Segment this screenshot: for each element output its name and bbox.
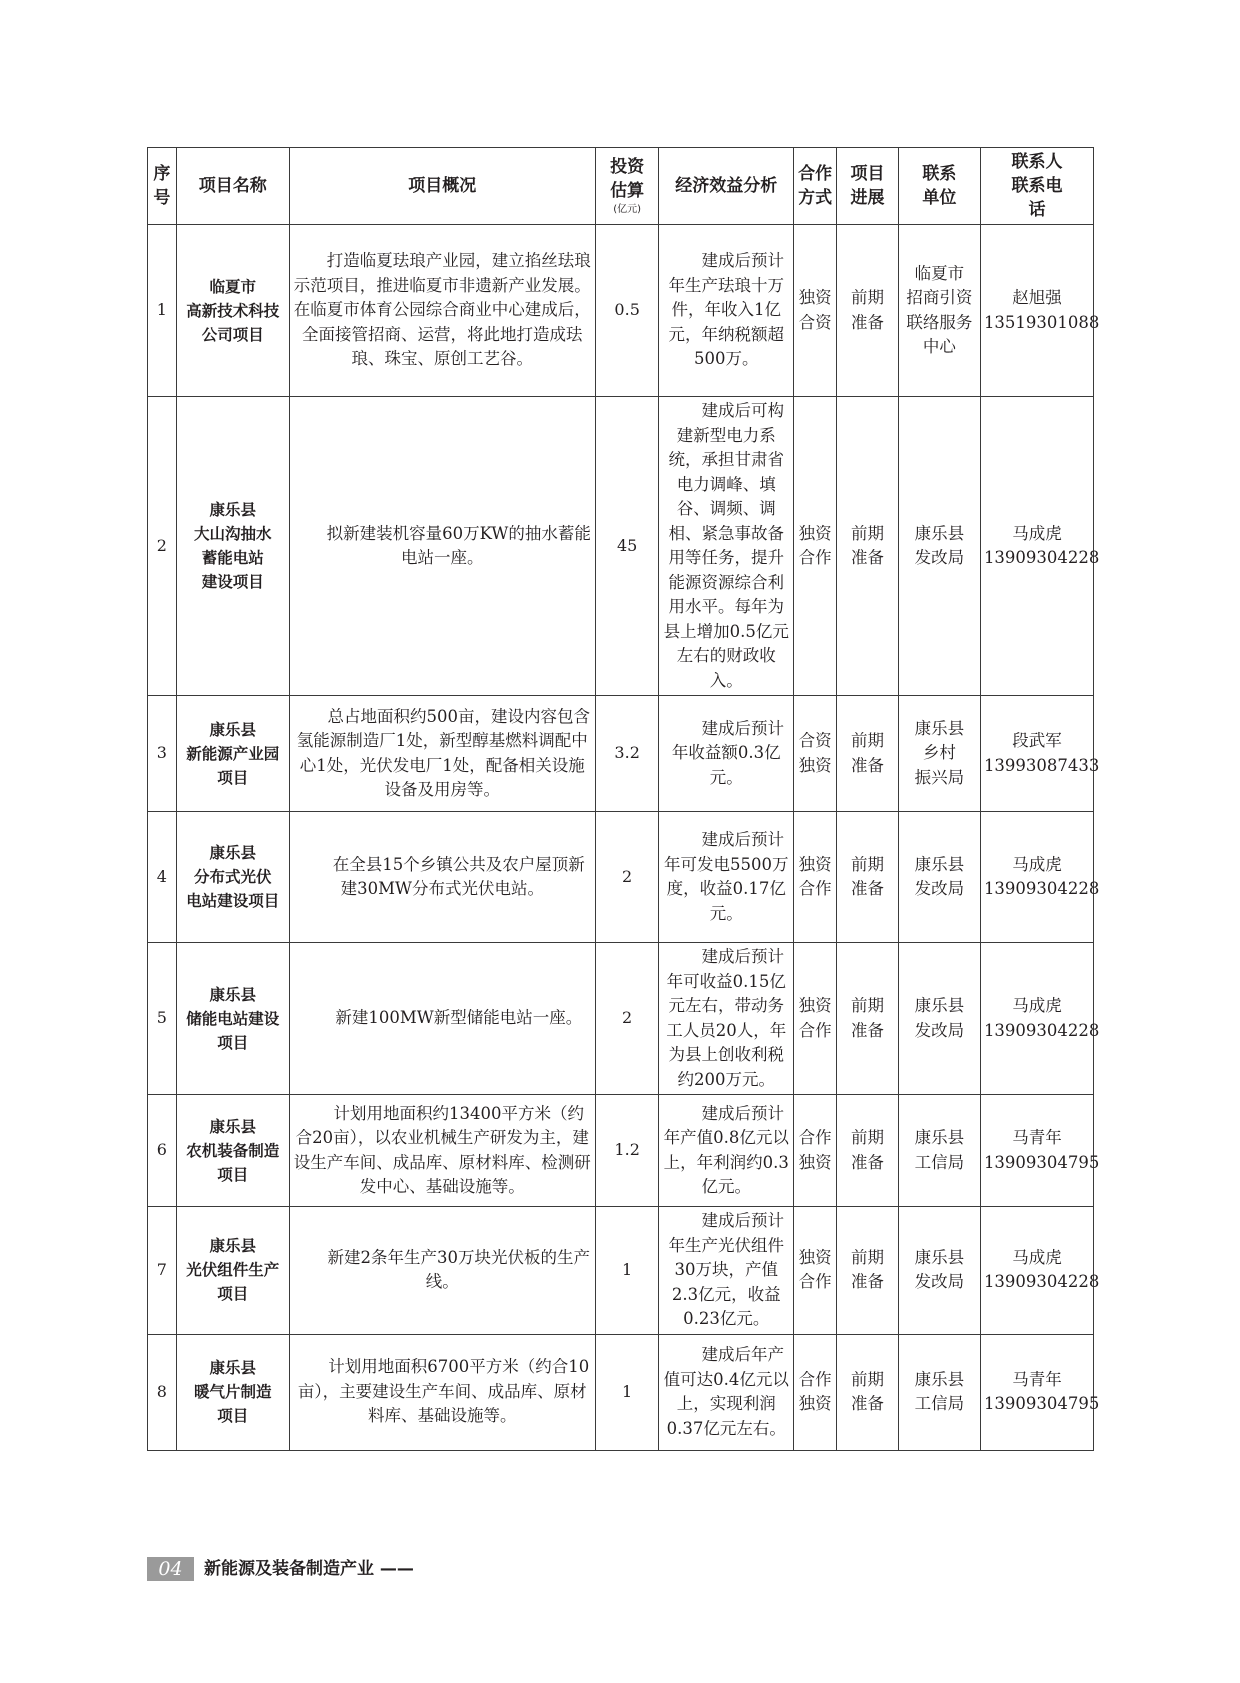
unit-line: 发改局: [914, 1020, 965, 1040]
project-name-line: 临夏市: [209, 277, 256, 296]
coop-line: 独资: [798, 288, 832, 307]
cell-invest: 2: [595, 943, 659, 1095]
unit-line: 康乐县: [914, 718, 965, 738]
table-row: [148, 1207, 1094, 1335]
unit-line: 振兴局: [914, 767, 965, 787]
cell-coop: [794, 1207, 837, 1335]
project-name-line: 高新技术科技: [186, 301, 280, 320]
progress-line: 准备: [850, 1152, 884, 1172]
cell-project-name: [176, 1334, 289, 1450]
contact-phone: 13909304795: [983, 1394, 1100, 1413]
header-contact-text: 联系人联系电话: [1011, 152, 1063, 220]
project-name-line: 暖气片制造: [193, 1383, 272, 1401]
unit-line: 工信局: [914, 1394, 965, 1413]
coop-line: 独资: [798, 1247, 832, 1267]
project-name-line: 康乐县: [209, 501, 256, 519]
cell-contact: [980, 1334, 1100, 1450]
page-footer: [147, 1555, 447, 1585]
coop-line: 独资: [798, 523, 832, 543]
cell-unit: [898, 397, 980, 696]
project-name-line: 项目: [217, 1407, 249, 1425]
project-name-line: 康乐县: [209, 985, 256, 1004]
contact-name: 段武军: [1012, 731, 1062, 750]
unit-line: 联络服务: [906, 312, 973, 332]
cell-project-name: [176, 225, 289, 397]
cell-overview: 计划用地面积约13400平方米（约合20亩），以农业机械生产研发为主，建设生产车间、成品库、原材料库、检测研发中心、基础设施等。: [289, 1095, 595, 1207]
progress-line: 准备: [850, 548, 884, 567]
unit-line: 发改局: [914, 879, 965, 898]
project-name-line: 康乐县: [209, 720, 256, 739]
cell-invest: 3.2: [595, 696, 659, 812]
unit-line: 临夏市: [914, 263, 965, 283]
project-name-line: 建设项目: [201, 573, 264, 591]
cell-overview: 总占地面积约500亩，建设内容包含氢能源制造厂1处，新型醇基燃料调配中心1处，光伏发电厂1处，配备相关设施设备及用房等。: [289, 696, 595, 812]
cell-coop: [794, 943, 837, 1095]
cell-seq: 2: [148, 397, 177, 696]
cell-benefit: 建成后预计年生产珐琅十万件，年收入1亿元，年纳税额超500万。: [659, 225, 794, 397]
cell-project-name: [176, 696, 289, 812]
cell-contact: [980, 812, 1100, 943]
cell-coop: [794, 696, 837, 812]
coop-line: 合作: [798, 1020, 832, 1040]
cell-progress: [837, 943, 899, 1095]
progress-line: 准备: [850, 1272, 884, 1292]
progress-line: 前期: [850, 523, 884, 543]
cell-coop: [794, 397, 837, 696]
cell-project-name: [176, 812, 289, 943]
cell-seq: 8: [148, 1334, 177, 1450]
table-row: [148, 1334, 1094, 1450]
cell-progress: [837, 696, 899, 812]
cell-project-name: [176, 397, 289, 696]
unit-line: 招商引资: [906, 288, 973, 307]
project-table: [147, 147, 1100, 1451]
table-header-row: [148, 148, 1094, 225]
progress-line: 前期: [850, 731, 884, 750]
unit-line: 工信局: [914, 1152, 965, 1172]
project-name-line: 农机装备制造: [186, 1141, 280, 1160]
cell-overview: 在全县15个乡镇公共及农户屋顶新建30MW分布式光伏电站。: [289, 812, 595, 943]
cell-coop: [794, 1095, 837, 1207]
progress-line: 准备: [850, 1394, 884, 1413]
coop-line: 合作: [798, 1128, 832, 1147]
cell-benefit: 建成后可构建新型电力系统，承担甘肃省电力调峰、填谷、调频、调相、紧急事故备用等任务，提升能源资源综合利用水平。每年为县上增加0.5亿元左右的财政收入。: [659, 397, 794, 696]
cell-coop: [794, 812, 837, 943]
contact-phone: 13909304228: [983, 548, 1100, 567]
cell-progress: [837, 225, 899, 397]
contact-name: 马青年: [1012, 1128, 1062, 1147]
cell-seq: 4: [148, 812, 177, 943]
project-name-line: 项目: [217, 768, 249, 787]
cell-unit: [898, 696, 980, 812]
unit-line: 发改局: [914, 1272, 965, 1292]
progress-line: 前期: [850, 854, 884, 874]
cell-unit: [898, 1207, 980, 1335]
project-name-line: 光伏组件生产: [186, 1261, 280, 1280]
cell-coop: [794, 225, 837, 397]
cell-contact: [980, 225, 1100, 397]
header-unit: [898, 148, 980, 225]
project-name-line: 康乐县: [209, 844, 256, 862]
cell-benefit: 建成后预计年生产光伏组件30万块，产值2.3亿元，收益0.23亿元。: [659, 1207, 794, 1335]
cell-benefit: 建成后预计年可收益0.15亿元左右，带动务工人员20人，年为县上创收利税约200万元。: [659, 943, 794, 1095]
table-row: [148, 812, 1094, 943]
cell-benefit: 建成后预计年产值0.8亿元以上，年利润约0.3亿元。: [659, 1095, 794, 1207]
header-unit-text: 联系单位: [922, 164, 957, 208]
header-seq: [148, 148, 177, 225]
contact-name: 赵旭强: [1012, 288, 1062, 307]
cell-overview: 拟新建装机容量60万KW的抽水蓄能电站一座。: [289, 397, 595, 696]
cell-contact: [980, 397, 1100, 696]
header-coop-text: 合作方式: [798, 164, 833, 208]
project-name-line: 康乐县: [209, 1359, 256, 1377]
cell-overview: 计划用地面积6700平方米（约合10亩），主要建设生产车间、成品库、原材料库、基础设施等。: [289, 1334, 595, 1450]
cell-invest: 0.5: [595, 225, 659, 397]
page-number: 04: [147, 1557, 194, 1581]
header-seq-text: 序号: [153, 164, 171, 208]
header-invest: [595, 148, 659, 225]
header-coop: [794, 148, 837, 225]
header-progress: [837, 148, 899, 225]
contact-name: 马成虎: [1012, 523, 1062, 543]
coop-line: 合资: [798, 731, 832, 750]
cell-benefit: 建成后预计年可发电5500万度，收益0.17亿元。: [659, 812, 794, 943]
cell-overview: 打造临夏珐琅产业园，建立掐丝珐琅示范项目，推进临夏市非遗新产业发展。在临夏市体育公园综合商业中心建成后，全面接管招商、运营，将此地打造成珐琅、珠宝、原创工艺谷。: [289, 225, 595, 397]
project-name-line: 项目: [217, 1285, 249, 1304]
contact-phone: 13519301088: [983, 312, 1100, 332]
cell-unit: [898, 812, 980, 943]
unit-line: 康乐县: [914, 854, 965, 874]
unit-line: 康乐县: [914, 1369, 965, 1389]
coop-line: 合作: [798, 1272, 832, 1292]
cell-contact: [980, 696, 1100, 812]
cell-invest: 1: [595, 1334, 659, 1450]
cell-seq: 1: [148, 225, 177, 397]
cell-progress: [837, 812, 899, 943]
cell-progress: [837, 397, 899, 696]
header-invest-unit: (亿元): [613, 204, 642, 215]
coop-line: 独资: [798, 755, 832, 775]
project-name-line: 康乐县: [209, 1237, 256, 1256]
cell-benefit: 建成后预计年收益额0.3亿元。: [659, 696, 794, 812]
header-invest-text: 投资估算: [610, 157, 645, 201]
header-progress-text: 项目进展: [850, 164, 885, 208]
cell-contact: [980, 1207, 1100, 1335]
cell-overview: 新建100MW新型储能电站一座。: [289, 943, 595, 1095]
project-name-line: 项目: [217, 1033, 249, 1052]
cell-seq: 3: [148, 696, 177, 812]
coop-line: 合作: [798, 1369, 832, 1389]
coop-line: 独资: [798, 1152, 832, 1172]
coop-line: 独资: [798, 854, 832, 874]
table-row: [148, 1095, 1094, 1207]
cell-contact: [980, 1095, 1100, 1207]
cell-invest: 1.2: [595, 1095, 659, 1207]
cell-unit: [898, 1334, 980, 1450]
cell-unit: [898, 225, 980, 397]
cell-project-name: [176, 943, 289, 1095]
unit-line: 康乐县: [914, 1128, 965, 1147]
unit-line: 康乐县: [914, 1247, 965, 1267]
cell-progress: [837, 1095, 899, 1207]
coop-line: 合作: [798, 548, 832, 567]
coop-line: 独资: [798, 996, 832, 1015]
contact-phone: 13909304795: [983, 1152, 1100, 1172]
project-name-line: 康乐县: [209, 1117, 256, 1136]
contact-name: 马成虎: [1012, 1247, 1062, 1267]
cell-invest: 2: [595, 812, 659, 943]
contact-name: 马成虎: [1012, 854, 1062, 874]
table-row: [148, 397, 1094, 696]
unit-line: 康乐县: [914, 996, 965, 1015]
table-row: [148, 943, 1094, 1095]
project-name-line: 项目: [217, 1165, 249, 1184]
unit-line: 乡村: [922, 743, 956, 763]
coop-line: 合资: [798, 312, 832, 332]
cell-seq: 6: [148, 1095, 177, 1207]
unit-line: 康乐县: [914, 523, 965, 543]
project-name-line: 分布式光伏: [193, 868, 272, 886]
cell-coop: [794, 1334, 837, 1450]
cell-benefit: 建成后年产值可达0.4亿元以上，实现利润0.37亿元左右。: [659, 1334, 794, 1450]
project-name-line: 蓄能电站: [201, 549, 264, 567]
cell-unit: [898, 943, 980, 1095]
contact-phone: 13993087433: [983, 755, 1100, 775]
project-name-line: 电站建设项目: [186, 892, 280, 910]
project-name-line: 新能源产业园: [186, 744, 280, 763]
header-overview: 项目概况: [289, 148, 595, 225]
cell-seq: 5: [148, 943, 177, 1095]
progress-line: 前期: [850, 1247, 884, 1267]
unit-line: 中心: [922, 337, 956, 356]
table-body: [148, 225, 1100, 1451]
contact-name: 马成虎: [1012, 996, 1062, 1015]
contact-name: 马青年: [1012, 1369, 1062, 1389]
progress-line: 准备: [850, 1020, 884, 1040]
contact-phone: 13909304228: [983, 1020, 1100, 1040]
progress-line: 前期: [850, 1128, 884, 1147]
progress-line: 前期: [850, 1369, 884, 1389]
cell-overview: 新建2条年生产30万块光伏板的生产线。: [289, 1207, 595, 1335]
table-row: [148, 696, 1094, 812]
project-name-line: 大山沟抽水: [193, 525, 272, 543]
cell-invest: 45: [595, 397, 659, 696]
progress-line: 准备: [850, 879, 884, 898]
progress-line: 前期: [850, 288, 884, 307]
cell-seq: 7: [148, 1207, 177, 1335]
cell-progress: [837, 1207, 899, 1335]
section-title: 新能源及装备制造产业 ——: [204, 1559, 414, 1579]
coop-line: 独资: [798, 1394, 832, 1413]
cell-unit: [898, 1095, 980, 1207]
project-name-line: 储能电站建设: [186, 1009, 280, 1028]
unit-line: 发改局: [914, 548, 965, 567]
table-row: [148, 225, 1094, 397]
cell-invest: 1: [595, 1207, 659, 1335]
contact-phone: 13909304228: [983, 879, 1100, 898]
coop-line: 合作: [798, 879, 832, 898]
header-benefit: 经济效益分析: [659, 148, 794, 225]
header-contact: [980, 148, 1093, 225]
progress-line: 准备: [850, 755, 884, 775]
cell-project-name: [176, 1095, 289, 1207]
project-name-line: 公司项目: [201, 325, 264, 344]
progress-line: 准备: [850, 312, 884, 332]
header-name: 项目名称: [176, 148, 289, 225]
cell-contact: [980, 943, 1100, 1095]
contact-phone: 13909304228: [983, 1272, 1100, 1292]
cell-project-name: [176, 1207, 289, 1335]
progress-line: 前期: [850, 996, 884, 1015]
cell-progress: [837, 1334, 899, 1450]
